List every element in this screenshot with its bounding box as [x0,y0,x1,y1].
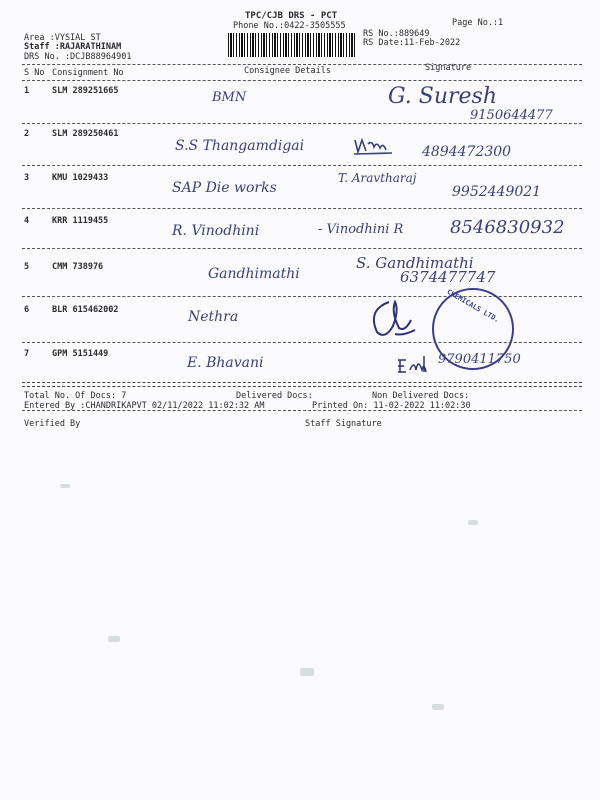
row-consignment: CMM 738976 [52,262,104,272]
staff-signature-label: Staff Signature [305,419,382,429]
row-sno: 1 [24,86,30,96]
barcode [228,33,356,57]
row-consignee: Gandhimathi [208,266,300,282]
row-consignment: BLR 615462002 [52,305,119,315]
drs-number: DRS No. :DCJB88964901 [24,52,132,62]
row-phone: 6374477747 [400,268,496,286]
row-phone: 4894472300 [422,144,512,160]
scan-speck [60,484,70,488]
row-consignee: BMN [212,90,247,105]
col-sno: S No [24,68,45,78]
scan-speck [468,520,478,525]
row-signature: T. Aravtharaj [338,171,417,185]
row-sno: 5 [24,262,30,272]
printed-on: Printed On: 11-02-2022 11:02:30 [312,401,471,411]
scan-speck [300,668,314,676]
row-sno: 2 [24,129,30,139]
delivered-docs: Delivered Docs: [236,391,313,401]
col-signature: Signature [425,63,472,73]
non-delivered-docs: Non Delivered Docs: [372,391,470,401]
row-signature: - Vinodhini R [318,222,404,237]
row-signature-scribble [365,296,425,342]
row-consignee: R. Vinodhini [172,223,260,239]
area: Area :VYSIAL ST [24,33,101,43]
row-phone: 9150644477 [470,108,553,123]
stamp-text: CHEMICALS LTD. [445,287,501,325]
row-signature-scribble [352,134,398,158]
row-signature: S. Gandhimathi [356,254,474,272]
row-sno: 4 [24,216,30,226]
row-sno: 3 [24,173,30,183]
row-signature-scribble [396,352,436,378]
row-consignment: SLM 289250461 [52,129,119,139]
phone-number: Phone No.:0422-3505555 [233,21,346,31]
document-title: TPC/CJB DRS - PCT [245,11,338,21]
staff-name: Staff :RAJARATHINAM [24,42,122,52]
row-phone: 9790411750 [438,352,521,367]
row-consignee: SAP Die works [172,180,277,196]
row-phone: 8546830932 [450,217,565,238]
row-consignment: SLM 289251665 [52,86,119,96]
col-consignment: Consignment No [52,68,124,78]
row-consignee: S.S Thangamdigai [175,138,305,154]
entered-by: Entered By :CHANDRIKAPVT 02/11/2022 11:02:32 AM [24,401,265,411]
row-sno: 6 [24,305,30,315]
rs-number: RS No.:889649 [363,29,430,39]
page-number: Page No.:1 [452,18,504,28]
rs-date: RS Date:11-Feb-2022 [363,38,461,48]
verified-by: Verified By [24,419,81,429]
row-consignment: GPM 5151449 [52,349,109,359]
row-sno: 7 [24,349,30,359]
row-signature: G. Suresh [388,84,498,109]
row-phone: 9952449021 [452,184,542,200]
scan-speck [432,704,444,710]
row-consignee: E. Bhavani [187,355,264,371]
scan-speck [108,636,120,642]
col-consignee: Consignee Details [244,66,331,76]
total-docs: Total No. Of Docs: 7 [24,391,127,401]
row-consignment: KMU 1029433 [52,173,109,183]
row-consignment: KRR 1119455 [52,216,109,226]
row-consignee: Nethra [188,309,239,325]
